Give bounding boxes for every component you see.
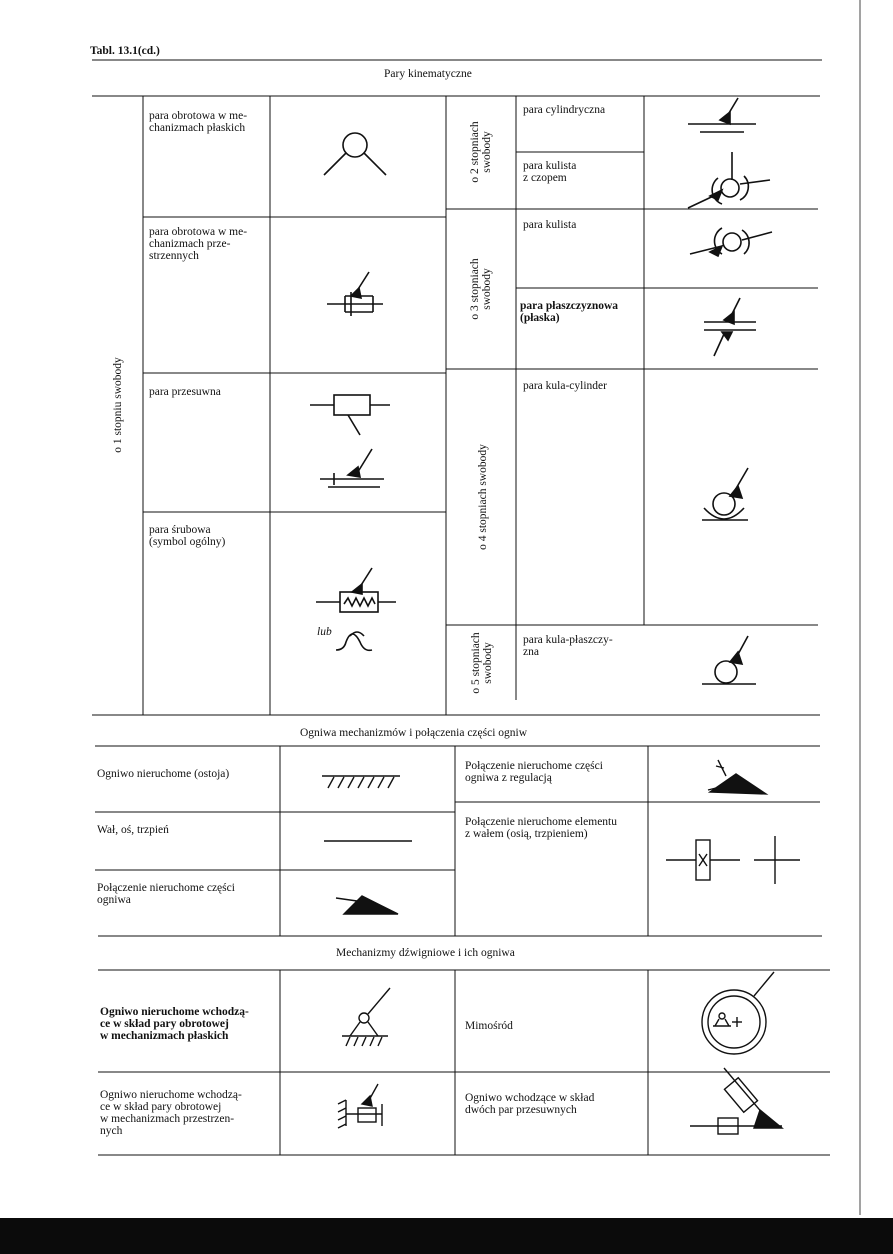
item-sphere-plane: para kula-płaszczy- zna xyxy=(523,634,613,658)
group-label-4-dof: o 4 stopniach swobody xyxy=(477,444,489,550)
fixed-joint-symbol xyxy=(334,890,404,920)
section-title-links: Ogniwa mechanizmów i połączenia części ogniw xyxy=(300,727,528,739)
ground-hatch-symbol xyxy=(320,772,410,794)
group-label-3-dof: o 3 stopniach swobody xyxy=(469,258,493,320)
fixed-joint-adjustable-symbol xyxy=(700,756,772,796)
section-title-levers: Mechanizmy dźwigniowe i ich ogniwa xyxy=(336,947,515,959)
item-cylindrical: para cylindryczna xyxy=(523,104,606,116)
item-fixed-revolute-planar: Ogniwo nieruchome wchodzą- ce w skład pary obrotowej w mechanizmach płaskich xyxy=(100,1006,249,1042)
group-label-2-dof: o 2 stopniach swobody xyxy=(469,121,493,183)
sphere-cylinder-symbol xyxy=(696,466,766,526)
item-prismatic: para przesuwna xyxy=(149,386,221,398)
scan-edge-shadow xyxy=(0,1218,893,1254)
fixed-revolute-spatial-symbol xyxy=(336,1082,396,1132)
item-fixed-link: Ogniwo nieruchome (ostoja) xyxy=(97,768,230,780)
eccentric-symbol xyxy=(698,970,788,1056)
revolute-spatial-symbol xyxy=(325,268,395,328)
item-spherical: para kulista xyxy=(523,219,577,231)
revolute-planar-symbol xyxy=(300,120,410,190)
group-label-5-dof: o 5 stopniach swobody xyxy=(470,632,494,694)
prismatic-symbol xyxy=(308,385,398,495)
item-fixed-joint: Połączenie nieruchome części ogniwa xyxy=(97,882,235,906)
item-screw: para śrubowa (symbol ogólny) xyxy=(149,524,226,548)
spherical-symbol xyxy=(686,220,776,270)
two-prismatic-symbol xyxy=(688,1066,788,1140)
item-revolute-planar: para obrotowa w me- chanizmach płaskich xyxy=(149,110,248,134)
shaft-line-symbol xyxy=(320,835,420,847)
lub-label: lub xyxy=(317,626,332,638)
group-label-1-dof: o 1 stopniu swobody xyxy=(112,357,124,453)
item-two-prismatic: Ogniwo wchodzące w skład dwóch par przesuwnych xyxy=(465,1092,595,1116)
section-title-kinematic-pairs: Pary kinematyczne xyxy=(384,68,472,80)
item-fixed-joint-adjustable: Połączenie nieruchome części ogniwa z regulacją xyxy=(465,760,603,784)
cylindrical-symbol xyxy=(684,96,774,144)
item-shaft: Wał, oś, trzpień xyxy=(97,824,169,836)
item-revolute-spatial: para obrotowa w me- chanizmach prze- strzennych xyxy=(149,226,248,262)
spherical-pin-symbol xyxy=(684,150,774,212)
item-fixed-element-shaft: Połączenie nieruchome elementu z wałem (osią, trzpieniem) xyxy=(465,816,617,840)
item-spherical-pin: para kulista z czopem xyxy=(523,160,577,184)
item-planar: para płaszczyznowa (płaska) xyxy=(520,300,619,324)
fixed-revolute-planar-symbol xyxy=(336,986,406,1050)
table-label: Tabl. 13.1(cd.) xyxy=(90,45,160,57)
fixed-element-shaft-symbol xyxy=(662,826,812,890)
planar-symbol xyxy=(700,296,760,366)
sphere-plane-symbol xyxy=(698,634,768,694)
item-eccentric: Mimośród xyxy=(465,1020,513,1032)
item-fixed-revolute-spatial: Ogniwo nieruchome wchodzą- ce w skład pary obrotowej w mechanizmach przestrzen- nych xyxy=(100,1089,242,1137)
item-sphere-cylinder: para kula-cylinder xyxy=(523,380,607,392)
screw-symbol xyxy=(312,566,402,662)
